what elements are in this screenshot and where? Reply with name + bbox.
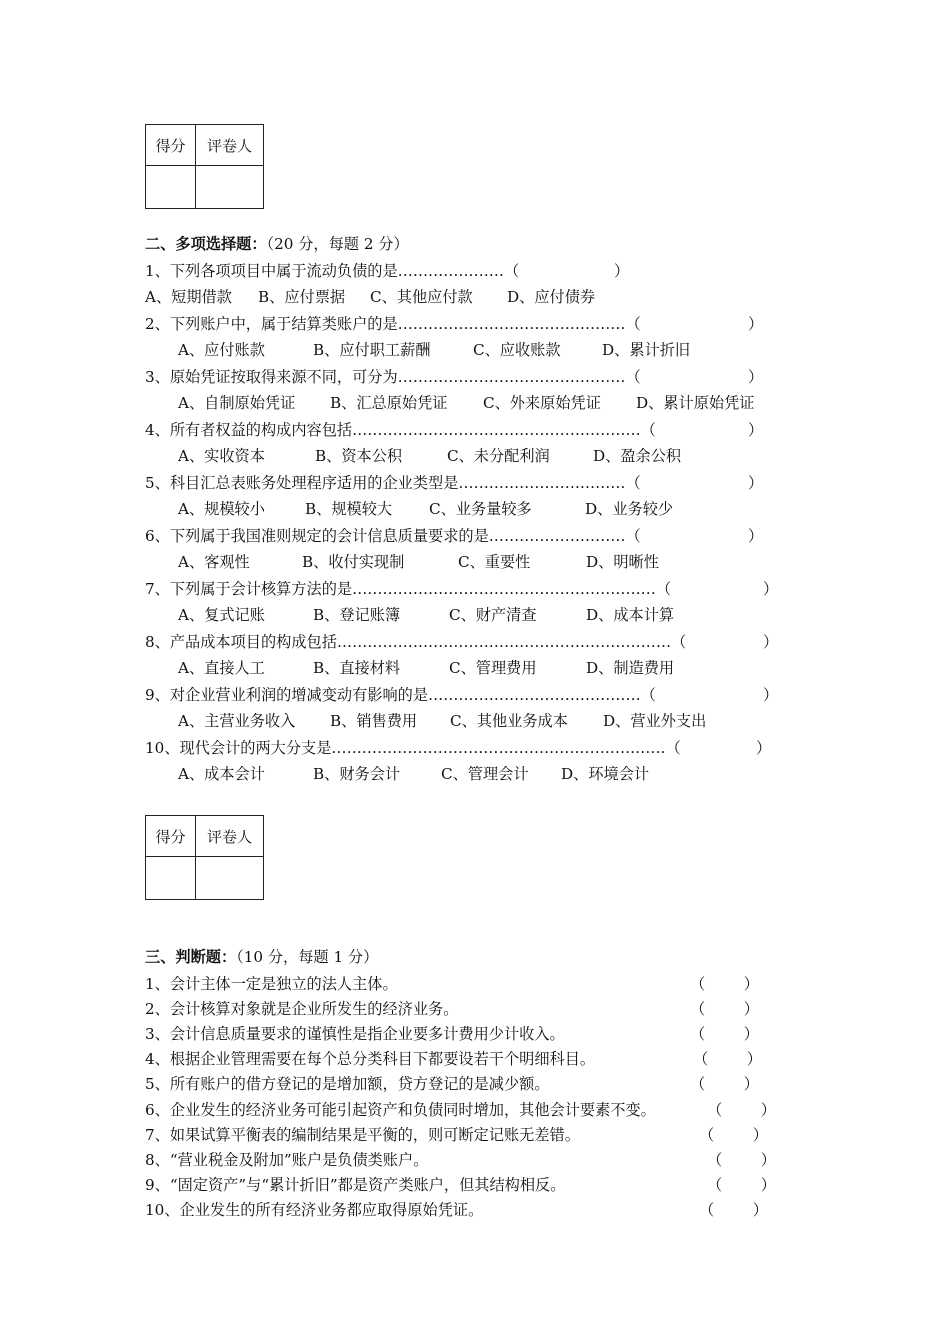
- section2-note: （20 分，每题 2 分）: [266, 235, 409, 253]
- answer-bracket-2[interactable]: ）: [748, 315, 764, 333]
- option-3b[interactable]: B、汇总原始凭证: [330, 394, 448, 412]
- judgement-bracket-8[interactable]: （ ）: [707, 1151, 776, 1169]
- option-4b[interactable]: B、资本公积: [315, 447, 403, 465]
- options-10: [178, 764, 649, 784]
- judgement-7: 7、如果试算平衡表的编制结果是平衡的，则可断定记账无差错。: [145, 1126, 580, 1144]
- option-4c[interactable]: C、未分配利润: [447, 447, 550, 465]
- score-label: 得分: [146, 816, 196, 857]
- judgement-6: 6、企业发生的经济业务可能引起资产和负债同时增加，其他会计要素不变。: [145, 1101, 656, 1119]
- option-8b[interactable]: B、直接材料: [313, 659, 401, 677]
- judgement-bracket-2[interactable]: （ ）: [690, 1000, 759, 1018]
- judgement-3: 3、会计信息质量要求的谨慎性是指企业要多计费用少计收入。: [145, 1025, 565, 1043]
- question-3: 3、原始凭证按取得来源不同，可分为………………………………………（: [145, 368, 641, 386]
- answer-bracket-9[interactable]: ）: [763, 686, 779, 704]
- question-4: 4、所有者权益的构成内容包括…………………………………………………（: [145, 421, 656, 439]
- answer-bracket-8[interactable]: ）: [763, 633, 779, 651]
- option-3d[interactable]: D、累计原始凭证: [636, 394, 755, 412]
- option-6d[interactable]: D、明晰性: [586, 553, 659, 571]
- option-8d[interactable]: D、制造费用: [586, 659, 675, 677]
- option-10c[interactable]: C、管理会计: [441, 765, 529, 783]
- judgement-bracket-1[interactable]: （ ）: [690, 975, 759, 993]
- score-box-2: [145, 815, 264, 900]
- score-label: 得分: [146, 125, 196, 166]
- judgement-8: 8、“营业税金及附加”账户是负债类账户。: [145, 1151, 429, 1169]
- score-box-1: [145, 124, 264, 209]
- judgement-2: 2、会计核算对象就是企业所发生的经济业务。: [145, 1000, 459, 1018]
- options-6: [178, 552, 659, 572]
- option-10d[interactable]: D、环境会计: [561, 765, 650, 783]
- question-7: 7、下列属于会计核算方法的是……………………………………………………（: [145, 580, 672, 598]
- answer-bracket-4[interactable]: ）: [748, 421, 764, 439]
- option-6c[interactable]: C、重要性: [458, 553, 531, 571]
- answer-bracket-1[interactable]: ）: [614, 262, 630, 280]
- question-6: 6、下列属于我国准则规定的会计信息质量要求的是………………………（: [145, 527, 641, 545]
- option-5d[interactable]: D、业务较少: [585, 500, 674, 518]
- judgement-bracket-7[interactable]: （ ）: [699, 1126, 768, 1144]
- option-6a[interactable]: A、客观性: [178, 553, 250, 571]
- judgement-bracket-3[interactable]: （ ）: [690, 1025, 759, 1043]
- option-4d[interactable]: D、盈余公积: [593, 447, 682, 465]
- options-2: [178, 340, 690, 360]
- options-8: [178, 658, 674, 678]
- answer-bracket-7[interactable]: ）: [763, 580, 779, 598]
- judgement-bracket-6[interactable]: （ ）: [707, 1101, 776, 1119]
- option-7b[interactable]: B、登记账簿: [313, 606, 401, 624]
- option-2c[interactable]: C、应收账款: [473, 341, 561, 359]
- option-8c[interactable]: C、管理费用: [449, 659, 537, 677]
- option-9d[interactable]: D、营业外支出: [603, 712, 707, 730]
- question-2: 2、下列账户中，属于结算类账户的是………………………………………（: [145, 315, 641, 333]
- score-cell[interactable]: [146, 166, 196, 209]
- question-10: 10、现代会计的两大分支是…………………………………………………………（: [145, 739, 681, 757]
- judgement-4: 4、根据企业管理需要在每个总分类科目下都要设若干个明细科目。: [145, 1050, 596, 1068]
- option-3c[interactable]: C、外来原始凭证: [483, 394, 601, 412]
- answer-bracket-5[interactable]: ）: [748, 474, 764, 492]
- judgement-bracket-10[interactable]: （ ）: [699, 1201, 768, 1219]
- question-9: 9、对企业营业利润的增减变动有影响的是……………………………………（: [145, 686, 656, 704]
- options-7: [178, 605, 674, 625]
- score-cell[interactable]: [146, 857, 196, 900]
- section3-heading: [145, 947, 378, 967]
- option-10a[interactable]: A、成本会计: [178, 765, 265, 783]
- judgement-10: 10、企业发生的所有经济业务都应取得原始凭证。: [145, 1201, 484, 1219]
- section3-note: （10 分，每题 1 分）: [236, 948, 379, 966]
- option-2b[interactable]: B、应付职工薪酬: [313, 341, 431, 359]
- option-1c[interactable]: C、其他应付款: [370, 288, 473, 306]
- judgement-bracket-4[interactable]: （ ）: [693, 1050, 762, 1068]
- section2-heading: [145, 234, 409, 254]
- option-9b[interactable]: B、销售费用: [330, 712, 418, 730]
- option-8a[interactable]: A、直接人工: [178, 659, 265, 677]
- options-5: [178, 499, 673, 519]
- judgement-bracket-5[interactable]: （ ）: [690, 1075, 759, 1093]
- options-9: [178, 711, 706, 731]
- option-2d[interactable]: D、累计折旧: [602, 341, 691, 359]
- options-3: [178, 393, 755, 413]
- judgement-1: 1、会计主体一定是独立的法人主体。: [145, 975, 398, 993]
- option-5a[interactable]: A、规模较小: [178, 500, 265, 518]
- section3-title: 三、判断题：: [145, 948, 237, 966]
- question-1: 1、下列各项项目中属于流动负债的是…………………（: [145, 262, 520, 280]
- option-1d[interactable]: D、应付债券: [507, 288, 596, 306]
- judgement-5: 5、所有账户的借方登记的是增加额，贷方登记的是减少额。: [145, 1075, 550, 1093]
- option-10b[interactable]: B、财务会计: [313, 765, 401, 783]
- option-3a[interactable]: A、自制原始凭证: [178, 394, 296, 412]
- grader-cell[interactable]: [196, 166, 264, 209]
- option-6b[interactable]: B、收付实现制: [302, 553, 405, 571]
- option-2a[interactable]: A、应付账款: [178, 341, 265, 359]
- options-4: [178, 446, 681, 466]
- section2-title: 二、多项选择题：: [145, 235, 267, 253]
- option-7d[interactable]: D、成本计算: [586, 606, 675, 624]
- judgement-9: 9、“固定资产”与“累计折旧”都是资产类账户，但其结构相反。: [145, 1176, 566, 1194]
- option-7c[interactable]: C、财产清查: [449, 606, 537, 624]
- judgement-bracket-9[interactable]: （ ）: [707, 1176, 776, 1194]
- option-7a[interactable]: A、复式记账: [178, 606, 265, 624]
- grader-cell[interactable]: [196, 857, 264, 900]
- options-1: [145, 287, 595, 307]
- answer-bracket-10[interactable]: ）: [756, 739, 772, 757]
- question-5: 5、科目汇总表账务处理程序适用的企业类型是……………………………（: [145, 474, 641, 492]
- option-9c[interactable]: C、其他业务成本: [450, 712, 568, 730]
- option-9a[interactable]: A、主营业务收入: [178, 712, 296, 730]
- option-1b[interactable]: B、应付票据: [258, 288, 346, 306]
- option-5b[interactable]: B、规模较大: [305, 500, 393, 518]
- option-4a[interactable]: A、实收资本: [178, 447, 265, 465]
- grader-label: 评卷人: [196, 816, 264, 857]
- question-8: 8、产品成本项目的构成包括…………………………………………………………（: [145, 633, 687, 651]
- grader-label: 评卷人: [196, 125, 264, 166]
- answer-bracket-3[interactable]: ）: [748, 368, 764, 386]
- answer-bracket-6[interactable]: ）: [748, 527, 764, 545]
- option-1a[interactable]: A、短期借款: [145, 288, 232, 306]
- option-5c[interactable]: C、业务量较多: [429, 500, 532, 518]
